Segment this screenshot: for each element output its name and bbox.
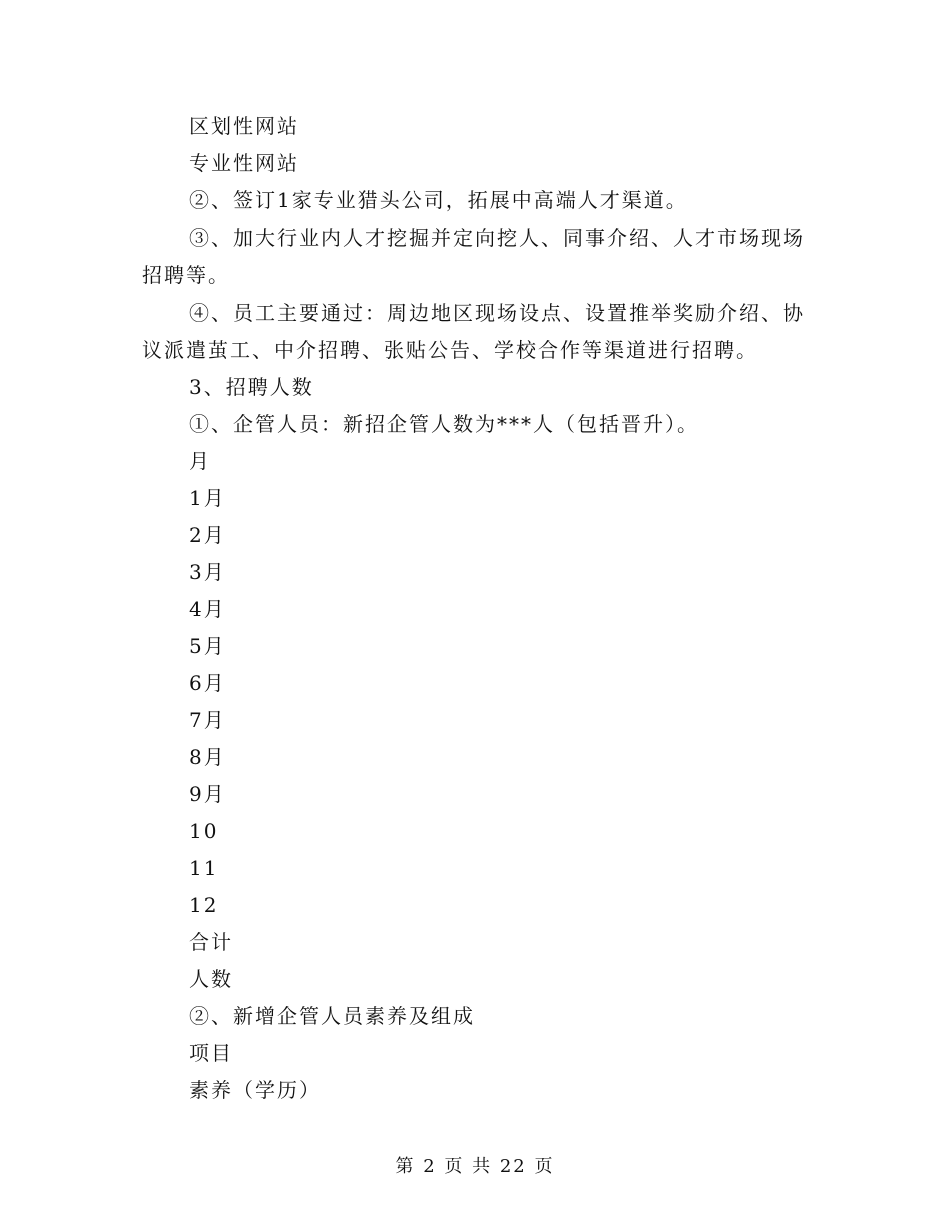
table-cell-text: 项目 xyxy=(189,1041,233,1065)
paragraph-line: ②、新增企管人员素养及组成 xyxy=(189,1004,475,1028)
section-heading: 3、招聘人数 xyxy=(189,375,314,399)
paragraph-line: 招聘等。 xyxy=(142,263,230,287)
paragraph-line: ③、加大行业内人才挖掘并定向挖人、同事介绍、人才市场现场 xyxy=(189,226,805,250)
paragraph-line: 议派遣茧工、中介招聘、张贴公告、学校合作等渠道进行招聘。 xyxy=(142,338,758,362)
table-cell-text: 素养（学历） xyxy=(189,1078,321,1102)
table-cell-text: 6月 xyxy=(189,671,226,695)
table-cell-text: 1月 xyxy=(189,486,226,510)
text-line: 专业性网站 xyxy=(189,151,299,175)
table-cell-text: 8月 xyxy=(189,745,226,769)
table-cell-text: 2月 xyxy=(189,523,226,547)
table-cell-text: 人数 xyxy=(189,967,233,991)
table-cell-text: 3月 xyxy=(189,560,226,584)
table-cell-text: 10 xyxy=(189,819,219,843)
table-cell-text: 合计 xyxy=(189,930,233,954)
table-cell-text: 4月 xyxy=(189,597,226,621)
table-cell-text: 12 xyxy=(189,893,219,917)
text-line: 区划性网站 xyxy=(189,114,299,138)
paragraph-line: ①、企管人员：新招企管人数为***人（包括晋升）。 xyxy=(189,412,699,436)
paragraph-line: ②、签订1家专业猎头公司，拓展中高端人才渠道。 xyxy=(189,188,688,212)
table-cell-text: 5月 xyxy=(189,634,226,658)
table-cell-text: 9月 xyxy=(189,782,226,806)
page-footer: 第 2 页 共 22 页 xyxy=(395,1156,555,1177)
table-cell-text: 7月 xyxy=(189,708,226,732)
paragraph-line: ④、员工主要通过：周边地区现场设点、设置推举奖励介绍、协 xyxy=(189,301,805,325)
table-cell-text: 11 xyxy=(189,856,219,880)
table-cell-text: 月 xyxy=(189,449,211,473)
